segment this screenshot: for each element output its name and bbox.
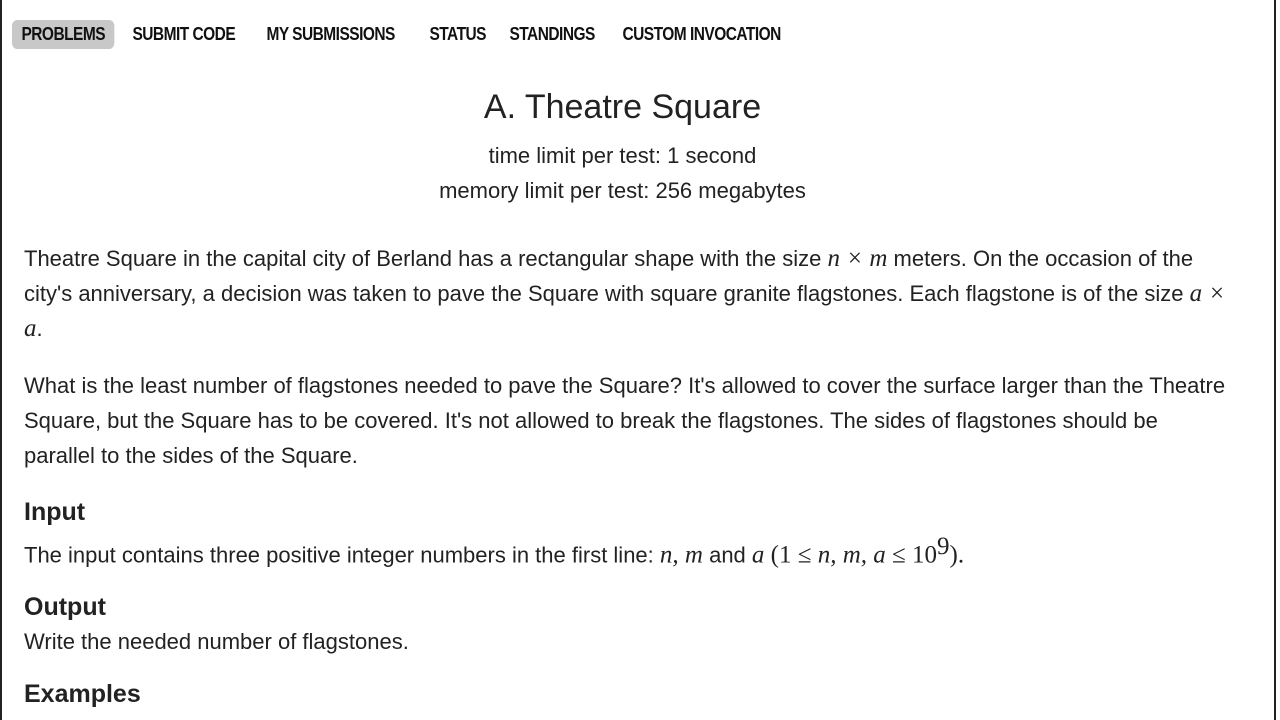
math-constraint-close: ). bbox=[949, 541, 965, 569]
math-constraint-le: ≤ 10 bbox=[885, 541, 937, 569]
input-section-text bbox=[24, 529, 1234, 572]
statement-text: . bbox=[36, 316, 43, 341]
problem-header bbox=[0, 86, 1245, 208]
nav-problems[interactable]: PROBLEMS bbox=[12, 20, 115, 49]
math-a-times-a: a × a bbox=[24, 280, 1226, 342]
input-text: The input contains three positive integer numbers in the first line: bbox=[24, 542, 660, 568]
statement-paragraph-2: What is the least number of flagstones needed to pave the Square? It's allowed to cover the surface larger than the Theatre Square, but the Square has to be covered. It's not allowed to break the flagstones. The sides of flagstones should be parallel to the sides of the Square. bbox=[24, 373, 1226, 468]
statement-text: meters. On the occasion of the city's anniversary, a decision was taken to pave the Square with square granite flagstones. Each flagstone is of the size bbox=[24, 246, 1194, 306]
statement-text: Theatre Square in the capital city of Berland has a rectangular shape with the size bbox=[24, 246, 828, 271]
examples-section-title: Examples bbox=[24, 680, 141, 709]
math-constraint-exponent: 9 bbox=[937, 533, 950, 560]
input-text: and bbox=[702, 542, 752, 568]
memory-limit: memory limit per test: 256 megabytes bbox=[439, 178, 806, 203]
output-section-text: Write the needed number of flagstones. bbox=[24, 629, 409, 655]
problem-title: A. Theatre Square bbox=[483, 88, 762, 126]
top-nav bbox=[12, 20, 811, 49]
statement-paragraph-1 bbox=[24, 241, 1234, 346]
time-limit: time limit per test: 1 second bbox=[488, 143, 757, 168]
nav-status[interactable]: STATUS bbox=[429, 24, 486, 44]
input-section-title: Input bbox=[24, 498, 86, 526]
nav-custom-invocation[interactable]: CUSTOM INVOCATION bbox=[622, 24, 781, 44]
nav-my-submissions[interactable]: MY SUBMISSIONS bbox=[266, 24, 395, 44]
nav-submit-code[interactable]: SUBMIT CODE bbox=[132, 24, 236, 44]
nav-standings[interactable]: STANDINGS bbox=[509, 24, 595, 44]
math-n-m: n, m bbox=[659, 541, 703, 569]
math-constraint-vars: n, m, a bbox=[817, 541, 886, 569]
math-constraint-open: (1 ≤ bbox=[764, 541, 818, 569]
problem-statement bbox=[24, 241, 1234, 711]
math-n-times-m: n × m bbox=[827, 245, 888, 272]
math-a: a bbox=[751, 541, 765, 569]
output-section-title: Output bbox=[24, 593, 106, 622]
